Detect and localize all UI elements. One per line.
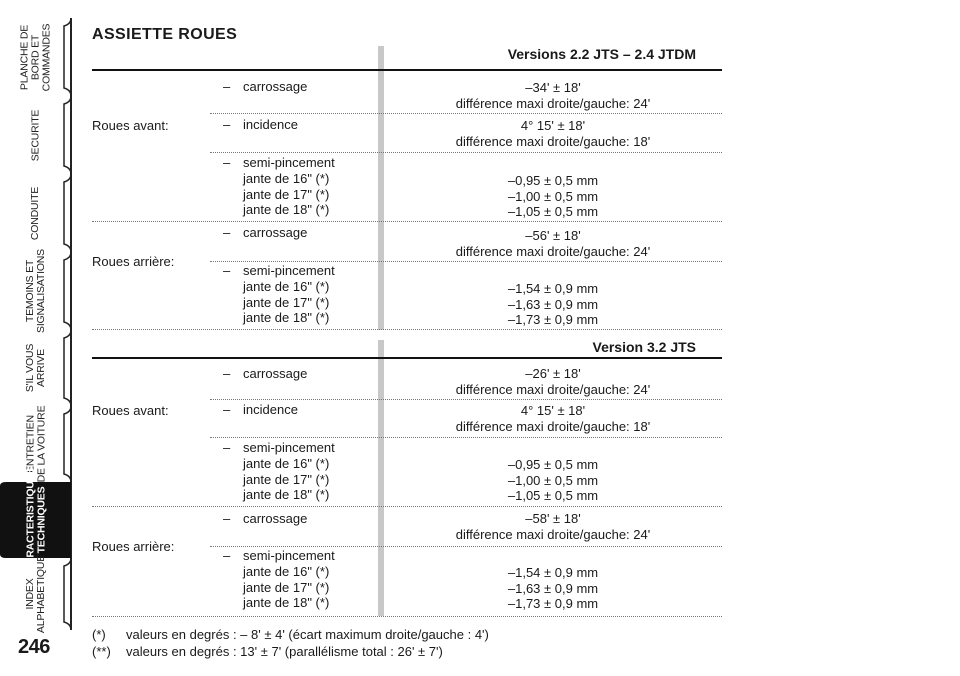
footnote-text: valeurs en degrés : – 8' ± 4' (écart maximum droite/gauche : 4') xyxy=(126,627,489,642)
param-value: –34' ± 18' différence maxi droite/gauche: 24' xyxy=(455,80,651,111)
rear-wheels-label: Roues arrière: xyxy=(92,254,175,269)
row-separator xyxy=(210,113,722,114)
param-label: – semi-pincement xyxy=(225,440,335,456)
tab-sil-vous-arrive[interactable] xyxy=(0,330,72,406)
param-value: 4° 15' ± 18' différence maxi droite/gauche: 18' xyxy=(455,403,651,434)
param-value: –26' ± 18' différence maxi droite/gauche: 24' xyxy=(455,366,651,397)
front-wheels-label: Roues avant: xyxy=(92,118,169,133)
footnote xyxy=(92,626,489,643)
param-label: – semi-pincement xyxy=(225,155,335,171)
tab-caracteristiques-techniques[interactable] xyxy=(0,467,72,573)
footnote xyxy=(92,643,489,660)
param-label: – carrossage xyxy=(225,366,307,382)
row-separator xyxy=(210,399,722,400)
section-title: Version 3.2 JTS xyxy=(592,339,696,355)
row-separator xyxy=(210,152,722,153)
tab-label: TEMOINS ET SIGNALISATIONS xyxy=(24,249,48,333)
front-wheels-label: Roues avant: xyxy=(92,403,169,418)
param-value: 4° 15' ± 18' différence maxi droite/gauche: 18' xyxy=(455,118,651,149)
tab-label: SECURITE xyxy=(29,109,42,161)
page-number: 246 xyxy=(18,636,50,658)
param-value: –1,54 ± 0,9 mm –1,63 ± 0,9 mm –1,73 ± 0,9 mm xyxy=(507,565,599,611)
footnote-marker: (**) xyxy=(92,644,111,659)
param-value: –56' ± 18' différence maxi droite/gauche: 24' xyxy=(455,228,651,259)
tab-index[interactable] xyxy=(0,554,72,634)
section-rule xyxy=(92,69,722,71)
param-label: – carrossage xyxy=(225,511,307,527)
param-value: –0,95 ± 0,5 mm –1,00 ± 0,5 mm –1,05 ± 0,5 mm xyxy=(507,457,599,503)
rim-sizes: jante de 16" (*) jante de 17" (*) jante de 18" (*) xyxy=(243,171,330,217)
param-label: – semi-pincement xyxy=(225,263,335,279)
page-title: ASSIETTE ROUES xyxy=(92,26,238,43)
rear-wheels-label: Roues arrière: xyxy=(92,539,175,554)
param-label: – carrossage xyxy=(225,79,307,95)
row-separator xyxy=(92,616,722,617)
param-value: –1,54 ± 0,9 mm –1,63 ± 0,9 mm –1,73 ± 0,9 mm xyxy=(507,281,599,327)
tab-label: CARACTERISTIQUES TECHNIQUES xyxy=(24,467,48,573)
footnote-marker: (*) xyxy=(92,627,106,642)
tab-temoins[interactable] xyxy=(0,249,72,333)
param-value: –0,95 ± 0,5 mm –1,00 ± 0,5 mm –1,05 ± 0,5 mm xyxy=(507,173,599,219)
rim-sizes: jante de 16" (*) jante de 17" (*) jante de 18" (*) xyxy=(243,564,330,610)
tab-securite[interactable] xyxy=(0,96,72,174)
tab-planche-de-bord[interactable] xyxy=(0,18,72,96)
row-separator xyxy=(92,506,722,507)
param-label: – semi-pincement xyxy=(225,548,335,564)
section-rule xyxy=(92,357,722,359)
footnote-text: valeurs en degrés : 13' ± 7' (parallélisme total : 26' ± 7') xyxy=(126,644,443,659)
row-separator xyxy=(210,546,722,547)
row-separator xyxy=(210,261,722,262)
param-label: – incidence xyxy=(225,402,298,418)
row-separator xyxy=(210,437,722,438)
row-separator xyxy=(92,221,722,222)
tab-label: ENTRETIEN DE LA VOITURE xyxy=(24,405,48,483)
chapter-tab-rail xyxy=(0,18,72,634)
footnotes xyxy=(92,626,489,660)
param-label: – carrossage xyxy=(225,225,307,241)
rim-sizes: jante de 16" (*) jante de 17" (*) jante de 18" (*) xyxy=(243,456,330,502)
param-label: – incidence xyxy=(225,117,298,133)
section-title: Versions 2.2 JTS – 2.4 JTDM xyxy=(507,46,696,62)
tab-conduite[interactable] xyxy=(0,174,72,252)
row-separator xyxy=(92,329,722,330)
rim-sizes: jante de 16" (*) jante de 17" (*) jante de 18" (*) xyxy=(243,279,330,325)
tab-label: PLANCHE DE BORD ET COMMANDES xyxy=(18,23,53,91)
param-value: –58' ± 18' différence maxi droite/gauche: 24' xyxy=(455,511,651,542)
tab-label: CONDUITE xyxy=(29,186,42,240)
tab-label: INDEX ALPHABETIQUE xyxy=(24,554,47,634)
tab-label: S'IL VOUS ARRIVE xyxy=(24,343,47,393)
